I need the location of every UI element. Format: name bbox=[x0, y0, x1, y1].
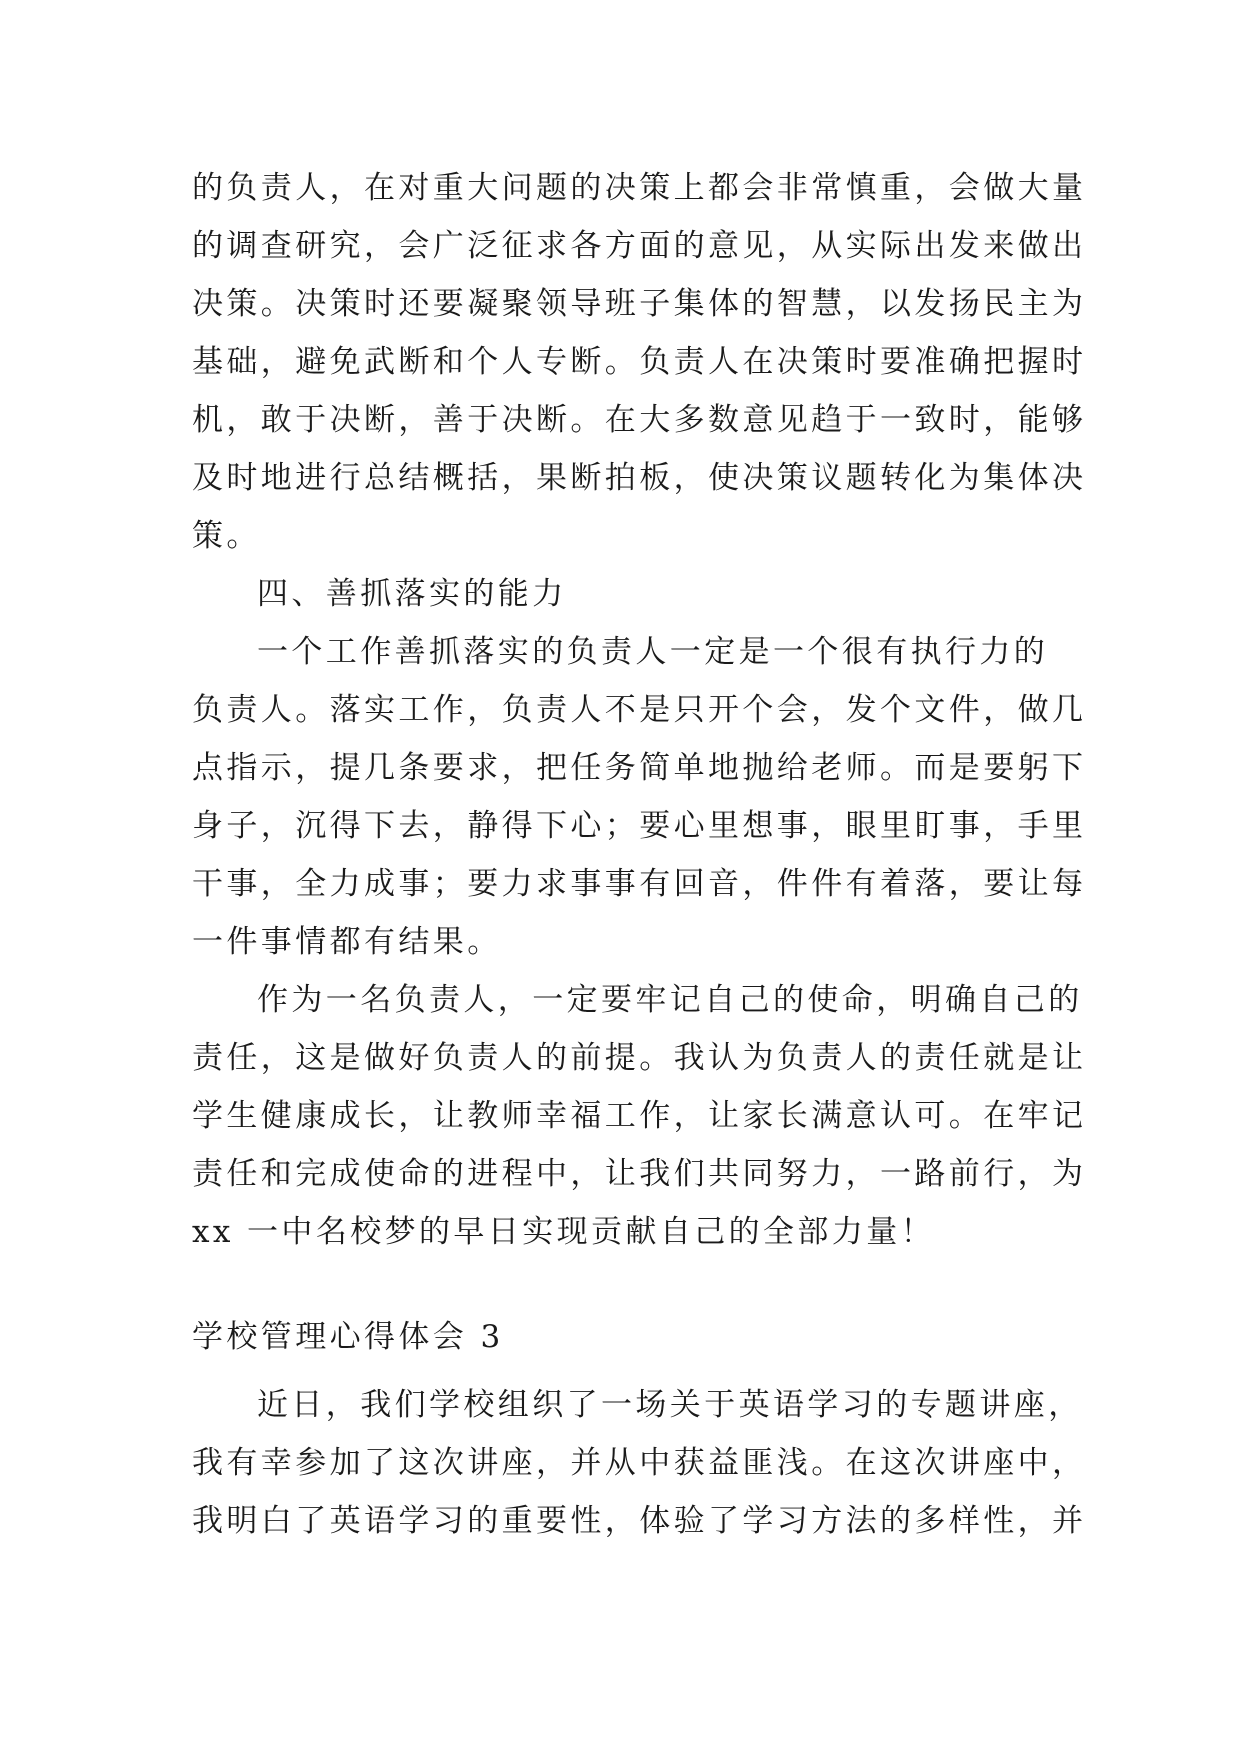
paragraph-line: xx 一中名校梦的早日实现贡献自己的全部力量！ bbox=[192, 1214, 936, 1250]
section-title: 学校管理心得体会 3 bbox=[192, 1319, 504, 1355]
paragraph-line: 策。 bbox=[192, 518, 261, 554]
paragraph-line: 的负责人，在对重大问题的决策上都会非常慎重，会做大量 bbox=[192, 170, 1087, 206]
paragraph-line: 作为一名负责人，一定要牢记自己的使命，明确自己的 bbox=[257, 982, 1083, 1018]
paragraph-line: 一件事情都有结果。 bbox=[192, 924, 502, 960]
paragraph-line: 干事，全力成事；要力求事事有回音，件件有着落，要让每 bbox=[192, 866, 1087, 902]
paragraph-line: 一个工作善抓落实的负责人一定是一个很有执行力的 bbox=[257, 634, 1049, 670]
paragraph-line: 学生健康成长，让教师幸福工作，让家长满意认可。在牢记 bbox=[192, 1098, 1087, 1134]
paragraph-line: 点指示，提几条要求，把任务简单地抛给老师。而是要躬下 bbox=[192, 750, 1087, 786]
paragraph-line: 责任和完成使命的进程中，让我们共同努力，一路前行，为 bbox=[192, 1156, 1087, 1192]
paragraph-line: 我明白了英语学习的重要性，体验了学习方法的多样性，并 bbox=[192, 1503, 1087, 1539]
section-heading: 四、善抓落实的能力 bbox=[257, 576, 567, 612]
paragraph-line: 决策。决策时还要凝聚领导班子集体的智慧，以发扬民主为 bbox=[192, 286, 1087, 322]
paragraph-line: 机，敢于决断，善于决断。在大多数意见趋于一致时，能够 bbox=[192, 402, 1087, 438]
paragraph-line: 的调查研究，会广泛征求各方面的意见，从实际出发来做出 bbox=[192, 228, 1087, 264]
paragraph-line: 近日，我们学校组织了一场关于英语学习的专题讲座， bbox=[257, 1387, 1083, 1423]
paragraph-line: 身子，沉得下去，静得下心；要心里想事，眼里盯事，手里 bbox=[192, 808, 1087, 844]
paragraph-line: 基础，避免武断和个人专断。负责人在决策时要准确把握时 bbox=[192, 344, 1087, 380]
paragraph-line: 责任，这是做好负责人的前提。我认为负责人的责任就是让 bbox=[192, 1040, 1087, 1076]
paragraph-line: 及时地进行总结概括，果断拍板，使决策议题转化为集体决 bbox=[192, 460, 1087, 496]
paragraph-line: 负责人。落实工作，负责人不是只开个会，发个文件，做几 bbox=[192, 692, 1087, 728]
paragraph-line: 我有幸参加了这次讲座，并从中获益匪浅。在这次讲座中， bbox=[192, 1445, 1087, 1481]
